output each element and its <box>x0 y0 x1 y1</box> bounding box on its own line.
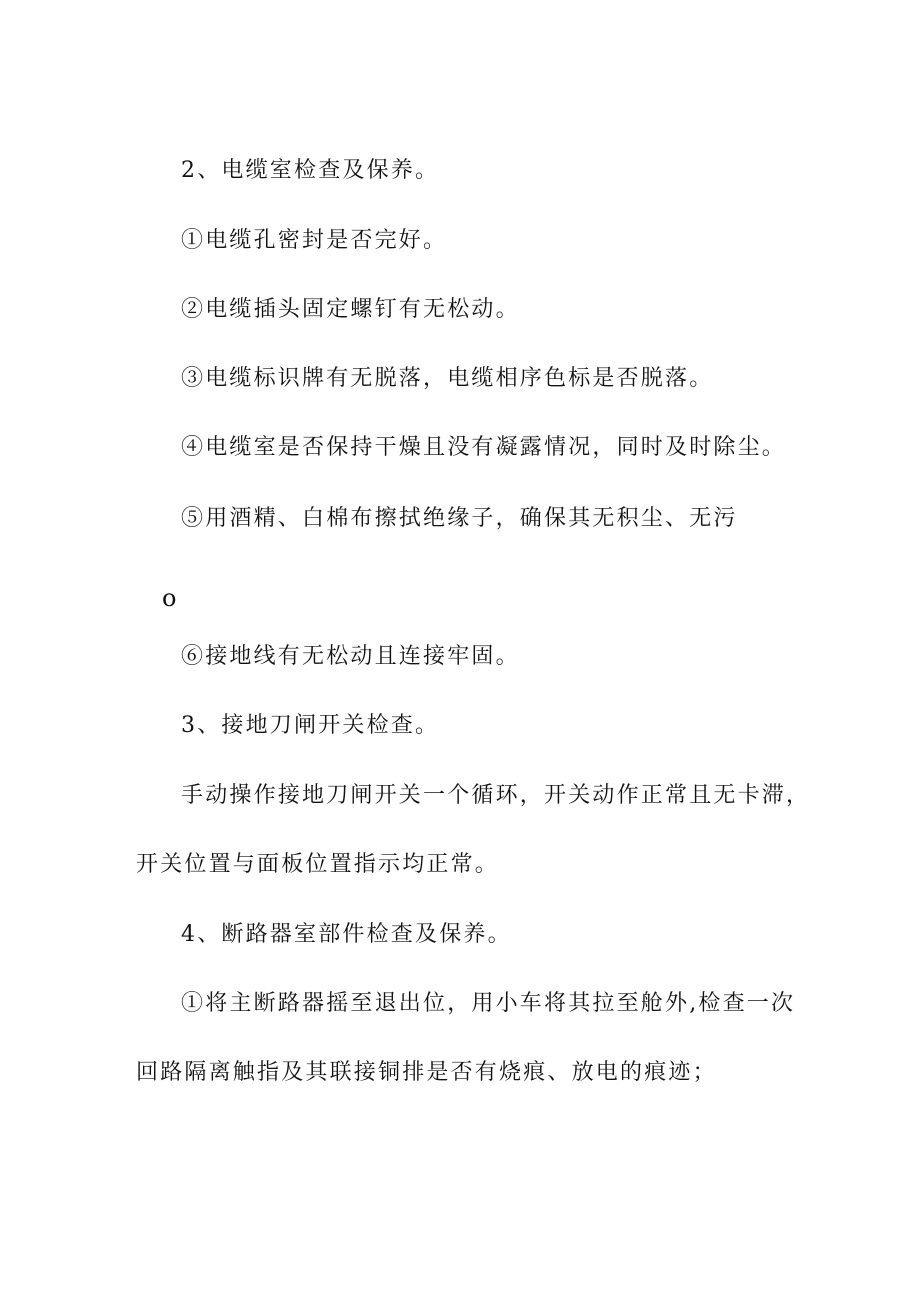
section-heading-cable-room: 2、电缆室检查及保养。 <box>181 158 440 183</box>
section-heading-breaker-room: 4、断路器室部件检查及保养。 <box>181 922 512 947</box>
paragraph-line: ②电缆插头固定螺钉有无松动。 <box>181 297 520 322</box>
stray-mark: o <box>162 584 179 612</box>
paragraph-line: ③电缆标识牌有无脱落，电缆相序色标是否脱落。 <box>181 366 714 391</box>
paragraph-line: ⑤用酒精、白棉布擦拭绝缘子，确保其无积尘、无污 <box>181 506 738 531</box>
paragraph-line: 手动操作接地刀闸开关一个循环，开关动作正常且无卡滞， <box>181 783 811 808</box>
paragraph-line: ①电缆孔密封是否完好。 <box>181 228 448 253</box>
paragraph-line: ④电缆室是否保持干燥且没有凝露情况，同时及时除尘。 <box>181 435 787 460</box>
paragraph-line: 回路隔离触指及其联接铜排是否有烧痕、放电的痕迹； <box>136 1060 717 1085</box>
paragraph-line: ①将主断路器摇至退出位，用小车将其拉至舱外,检查一次 <box>181 991 796 1016</box>
paragraph-line: 开关位置与面板位置指示均正常。 <box>136 852 500 877</box>
section-heading-grounding-switch: 3、接地刀闸开关检查。 <box>181 713 440 738</box>
paragraph-line: ⑥接地线有无松动且连接牢固。 <box>181 644 520 669</box>
